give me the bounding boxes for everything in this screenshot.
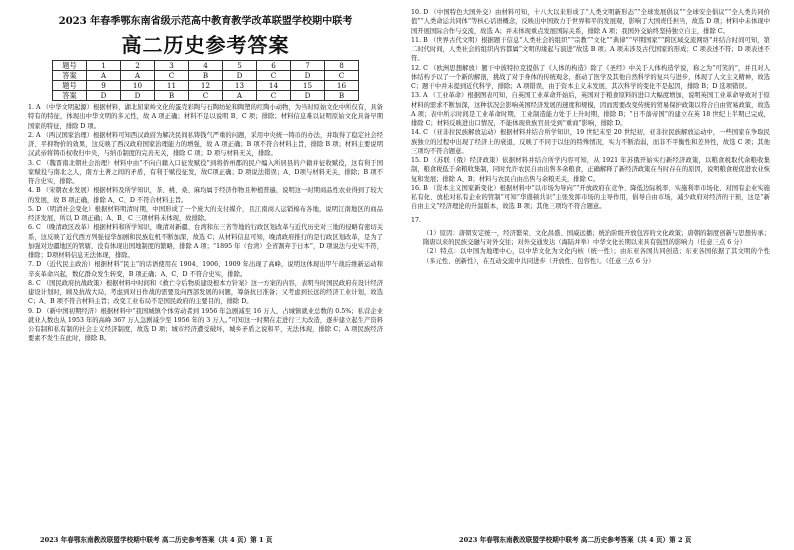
subject-title: 高二历史参考答案 bbox=[121, 33, 290, 57]
question-number: 9. bbox=[28, 307, 35, 315]
answer-explanation bbox=[411, 156, 770, 184]
table-cell: B bbox=[155, 91, 189, 101]
explanation-text: C （国民政府抗战政策）根据材料中时间和《救亡令后物质建设根本方针案》这一方案的内容，表明当时国民政府在设计经济建设计划时，顾及抗战大局，考虑到对日作战的需要及向西部发展的问题，筹备抗日准备；又考虑到长远的经济工业计划，故选 C；A、B 项不符合材料主旨；改变工业布局不是国民政府的主要目的，排除 D。 bbox=[28, 279, 383, 306]
table-cell: D bbox=[291, 91, 325, 101]
explanation-text: D （明清社会变化）根据材料明清时期，中国形成了一个庞大的支付媒介，且江南商人运销棉布各地，说明江南地区的商品经济发展，所以 D 项正确；A、B、C 三项材料未体现，故排除。 bbox=[28, 205, 383, 222]
table-cell: 5 bbox=[223, 61, 257, 71]
page-right bbox=[397, 0, 794, 550]
question-17-part1: （1）原因：唐朝安定统一，经济繁荣、文化昌盛、国威远播；统治阶级开放包容的文化政策；唐朝的制度创新与思想传承；隋唐以来的民族交融与对外交往；对外交通发达（海陆并举）中华文化长期以来具有强烈的影响力（任意三点 6 分） bbox=[423, 229, 770, 246]
question-number: 16. bbox=[411, 184, 422, 192]
answer-table-row-q2 bbox=[53, 81, 359, 91]
answer-explanation bbox=[411, 64, 770, 92]
answer-explanation bbox=[28, 307, 383, 344]
table-cell: 2 bbox=[121, 61, 155, 71]
table-cell: C bbox=[325, 71, 359, 81]
table-cell: D bbox=[223, 71, 257, 81]
table-cell: 答案 bbox=[53, 91, 87, 101]
table-cell: 8 bbox=[325, 61, 359, 71]
explanation-text: A （中华文明起源）根据材料，湖北屈家岭文化的蛋壳彩陶与石陶纺轮和陶塑的红陶小动物，为当时原始文化中所仅有，具备特有的特征，体现出中华文明的多元性，故 A 项正确；材料不足以说明 B、C 项；排除；材料信息难以证明原始文化具备早期国家的特征，排除 D 项。 bbox=[28, 104, 383, 130]
answer-explanation bbox=[28, 159, 383, 187]
explanation-text: A （工业革命）根据图表可知，自英国工业革命开始后，英国对于粮食原料的进口大幅度增加，说明英国工业革命导致对于原材料的需求不断加深，这种状况会影响英国经济发展的速度和规模，因而需要改变传统的贸易保护政策以符合自由贸易政策，故选 A 项；表中所示时间是工业革命时期，工业制造能力处于上升时期，排除 B；“日不落帝国”的建立在英 18 世纪上半期已完成，排除 C；材料反映进出口情况，不能体现贵族官员受到“重商”影响，排除 D。 bbox=[411, 92, 770, 127]
explanation-text: C （亚非拉民族解放运动）根据材料并结合所学知识，19 世纪末至 20 世纪初，亚非拉民族解放运动中，一些国家在争取民族独立的过程中出现了经济上的衰退，反映了不同于以往的特殊情况，实力不断消弱，而非不平衡性和差异性，故选 C 项；其他三项均不符合题意。 bbox=[411, 129, 770, 155]
question-number: 11. bbox=[411, 36, 422, 44]
question-number: 2. bbox=[28, 131, 35, 139]
table-cell: 题号 bbox=[53, 81, 87, 91]
table-cell: 3 bbox=[155, 61, 189, 71]
footer-left: 2023 年春鄂东南教改联盟学校期中联考 高二历史参考答案（共 4 页）第 1 页 bbox=[40, 536, 273, 544]
table-cell: B bbox=[189, 71, 223, 81]
question-17-number: 17. bbox=[411, 216, 422, 224]
table-cell: C bbox=[155, 71, 189, 81]
explanation-text: D （中国特色大国外交）由材料可知，十八大以来形成了“人类文明新形态”“全球发展倡议”“全球安全倡议”“全人类共同价值”“人类命运共同体”等核心话语概念，反映出中国致力于世界和平的发展观，影响了大国责任担当，故选 D 项；材料中未体现中国开展国际合作与交流，故选 A；并未体现重点发展国际关系，排除 A 项；我国外交始终坚持独立自主，排除 C。 bbox=[411, 9, 770, 35]
answer-explanation bbox=[28, 131, 383, 159]
answer-explanation bbox=[28, 279, 383, 307]
table-cell: 答案 bbox=[53, 71, 87, 81]
table-cell: 6 bbox=[257, 61, 291, 71]
answer-explanation bbox=[28, 260, 383, 279]
table-cell: 13 bbox=[223, 81, 257, 91]
answer-explanations-left bbox=[28, 103, 383, 344]
table-cell: C bbox=[257, 71, 291, 81]
explanation-text: D （新中国初期经济）根据材料中“我国城镇个体劳动者到 1956 年急剧减至 16 万人，占城镇就业总数的 0.5%；私营企业就业人数也从 1953 年的高峰 367 万人急剧减少至 1956 年的 3 万人。”可知这一时期在走进行三大改造，逐步建立起生产资料公有制和私有制的社会主义经济制度，故选 D 项；城市经济遭受破坏，城乡矛盾之说和平，无法体现，排除 C；A 项民族经济要素不发生在此时，排除 B。 bbox=[28, 307, 383, 343]
question-number: 4. bbox=[28, 187, 35, 195]
answer-table bbox=[52, 60, 359, 101]
answer-table-row-a2 bbox=[53, 91, 359, 101]
question-number: 7. bbox=[28, 261, 35, 269]
table-cell: 15 bbox=[291, 81, 325, 91]
explanation-text: C （魏晋南北朝社会治理）材料中由“不向自籍入口征发赋役”到将侨州郡的民户编入所居县的户籍并征收赋役，这有利于国家赋役与南北之人，南方土著之间的矛盾，有利于赋役征发，故C项正确；D 项说法错误；A、D项与材料无关，排除；B 项不符合史实，排除。 bbox=[28, 159, 383, 185]
table-cell: 9 bbox=[87, 81, 121, 91]
question-number: 15. bbox=[411, 157, 422, 164]
question-number: 6. bbox=[28, 224, 35, 232]
question-number: 5. bbox=[28, 205, 35, 213]
table-cell: 11 bbox=[155, 81, 189, 91]
table-cell: C bbox=[189, 91, 223, 101]
table-cell: D bbox=[291, 71, 325, 81]
table-cell: 10 bbox=[121, 81, 155, 91]
answer-explanation bbox=[28, 103, 383, 131]
answer-explanation bbox=[28, 205, 383, 224]
table-cell: C bbox=[257, 91, 291, 101]
exam-title: 2023 年春季鄂东南省级示范高中教育教学改革联盟学校期中联考 bbox=[58, 15, 353, 27]
answer-explanation bbox=[411, 128, 770, 156]
answer-explanation bbox=[28, 186, 383, 205]
answer-explanation bbox=[411, 8, 770, 36]
explanation-text: B （世界古代文明）根据题干信息“人类社会的组织”“宗教”“文化”“典律”“早期国家”“跨区域交流网络”并结合时间可知，第二时代时间，人类社会的组织内容都属“文明的缘起与演进”故选 B 项；A 项未涉及古代国家的形成；C 项表述不符；D 项表述不符。 bbox=[411, 36, 770, 63]
footer-right: 2023 年春鄂东南教改联盟学校期中联考 高二历史参考答案（共 4 页）第 2 页 bbox=[459, 536, 692, 544]
explanation-text: D （近代民主政治）根据材料“民主”的话语使用在 1904、1906、1909 年出现了高峰，说明这体现出甲午战后维新运动和辛亥革命兴起，数亿群众发生转变，B 项正确；A、C、D 不符合史实，排除。 bbox=[28, 261, 383, 278]
answer-explanation bbox=[411, 184, 770, 212]
question-number: 14. bbox=[411, 129, 422, 137]
explanation-text: C （晚清政区改革）根据材料和所学知识，晚清对新疆、台湾和东三省等地的行政区划改革与近代历史对三地的侵略有密切关系，这反映了近代西方列强侵华加剧和民族危机不断加深，故选 C；从材料信息可知，晚清政府推行的是行政区划改革，是为了加强对边疆地区的管辖，没有体现出国地制度的繁略，排除 A 项；“1895 年（台湾）全省割弃于日本”，D 项说法与史实不符，排除；D项材料信息无法体现，排除。 bbox=[28, 224, 383, 259]
table-cell: 4 bbox=[189, 61, 223, 71]
answer-explanation bbox=[411, 91, 770, 128]
question-17-part2: （2）特点：以中国为地理中心，以中华文化为文化内核（统一性）；由东亚各国共同创造；东亚各国依据了其文明的个性（多元性、创新性），在互动交流中共同进步（开放性、包容性）。（任意三点 6 分） bbox=[423, 248, 770, 265]
answer-explanation bbox=[411, 36, 770, 64]
answer-table-row-q1 bbox=[53, 61, 359, 71]
table-cell: D bbox=[121, 91, 155, 101]
table-cell: D bbox=[87, 91, 121, 101]
table-cell: 12 bbox=[189, 81, 223, 91]
explanation-text: B （宋朝农业发展）根据材料及所学知识，茶、桃、桑、麻均属于经济作物且种植普遍，说明这一时期商品性农业得到了较大的发展，故 B 项正确，排除 A、C、D 不符合材料主旨。 bbox=[28, 187, 383, 204]
question-number: 13. bbox=[411, 92, 422, 100]
explanation-text: D （苏联（俄）经济政策）依据材料并结合所学内容可知，从 1921 年苏俄开始实行新经济政策，以粮食税取代余粮收集制，粮食税低于余粮收集制，同时允许农民自由出售多余粮食，正确解释了新经济政策在当时存在的原因，说明粮食税促进农业恢复和发展；排除 A、B；材料与农民自由出售与余粮无关，排除 C。 bbox=[411, 157, 770, 183]
question-number: 3. bbox=[28, 159, 35, 167]
table-cell: 14 bbox=[257, 81, 291, 91]
explanation-text: B （资本主义国家新变化）根据材料中“以市场为导向”“开放政府在竞争、降低边际税率、实施利率市场化、对国有企业实施私有化、放松对私有企业的管制”可知“华盛顿共识”主张发挥市场的主导作用，倡导自由市场，减少政府对经济的干预，这是“新自由主义”经济理论的升温版本，故选 B 项；其他三项均不符合题意。 bbox=[411, 184, 770, 211]
question-number: 10. bbox=[411, 9, 422, 16]
table-cell: 7 bbox=[291, 61, 325, 71]
table-cell: A bbox=[87, 71, 121, 81]
table-cell: A bbox=[223, 91, 257, 101]
question-number: 8. bbox=[28, 279, 35, 287]
answer-explanations-right bbox=[411, 8, 770, 212]
table-cell: 题号 bbox=[53, 61, 87, 71]
table-cell: B bbox=[325, 91, 359, 101]
table-cell: 1 bbox=[87, 61, 121, 71]
question-number: 1. bbox=[28, 104, 35, 111]
table-cell: A bbox=[121, 71, 155, 81]
explanation-text: C （欧洲思想解放）题干中彼特拉克提倡了《人体的构造》除了《圣经》中关于人体构造学说，称之为“可笑的”，并且对人体结构予以了一个新的解剖，挑战了对于身体的传统观念，推动了医学及其他自然科学的复兴与进步，体现了人文主义精神，故选 C；题干中并未提到近代科学，排除；A 项错误，由于资本主义未发展，其次科学的变化不是起因，排除 B；D 选项错误。 bbox=[411, 64, 770, 90]
question-number: 12. bbox=[411, 64, 422, 72]
answer-table-row-a1 bbox=[53, 71, 359, 81]
table-cell: 16 bbox=[325, 81, 359, 91]
answer-explanation bbox=[28, 223, 383, 260]
explanation-text: A （两汉国家治理）根据材料可知西汉政府为解决民间私铸钱气严重的问题，采用中央统一铸币的办法，并取得了稳定社会经济、平抑物价的效果，这反映了西汉政府国家治理能力的增强，故 A 项正确；B 项不符合材料主旨，排除 B 项；材料主要说明汉武帝将铸币权收归中央，与纳币制度的完善无关，排除 C 项；D 项与材料无关，排除。 bbox=[28, 131, 383, 158]
